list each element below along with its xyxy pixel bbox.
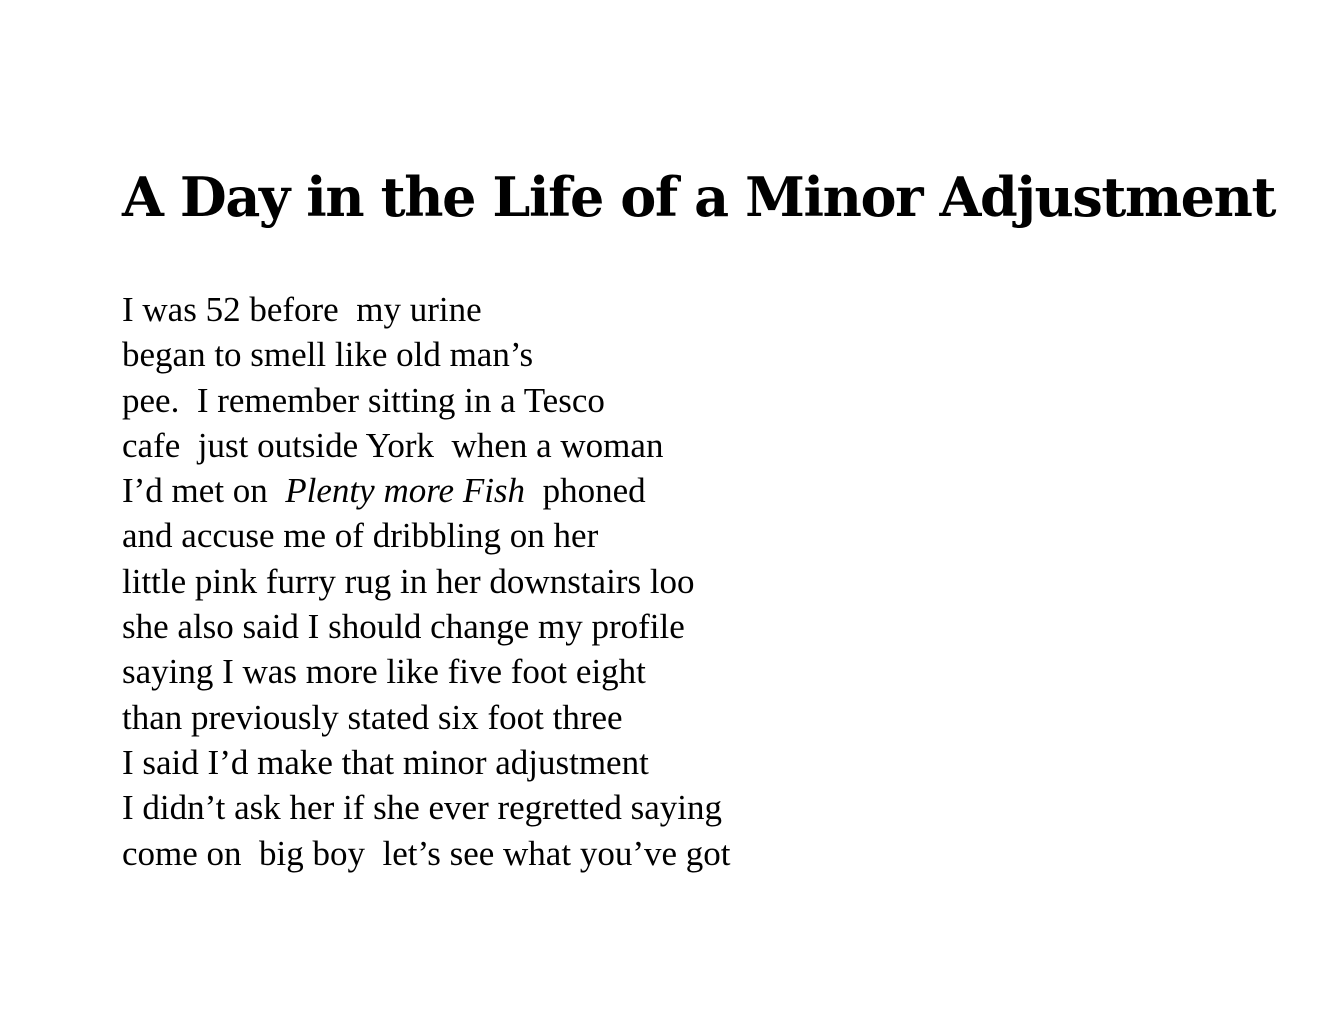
poem-line (122, 468, 730, 513)
poem-line: began to smell like old man’s (122, 335, 534, 375)
poem-line: I didn’t ask her if she ever regretted saying (122, 788, 722, 828)
poem-line: and accuse me of dribbling on her (122, 516, 599, 556)
poem-line: come on big boy let’s see what you’ve got (122, 833, 731, 873)
poem-line: than previously stated six foot three (122, 697, 623, 737)
poem-line: I was 52 before my urine (122, 290, 482, 329)
poem-line: I said I’d make that minor adjustment (122, 742, 649, 782)
poem-line: she also said I should change my profile (122, 607, 685, 647)
poem-title: A Day in the Life of a Minor Adjustment (122, 165, 1276, 229)
poem-line: saying I was more like five foot eight (122, 652, 646, 692)
poem-line-end: phoned (525, 471, 646, 511)
poem-line: pee. I remember sitting in a Tesco (122, 380, 605, 420)
poem-line: little pink furry rug in her downstairs loo (122, 561, 695, 601)
poem-line: cafe just outside York when a woman (122, 425, 664, 465)
dating-site-name: Plenty more Fish (285, 471, 526, 511)
poem-body (122, 287, 730, 876)
poem-line-start: I’d met on (122, 471, 286, 511)
